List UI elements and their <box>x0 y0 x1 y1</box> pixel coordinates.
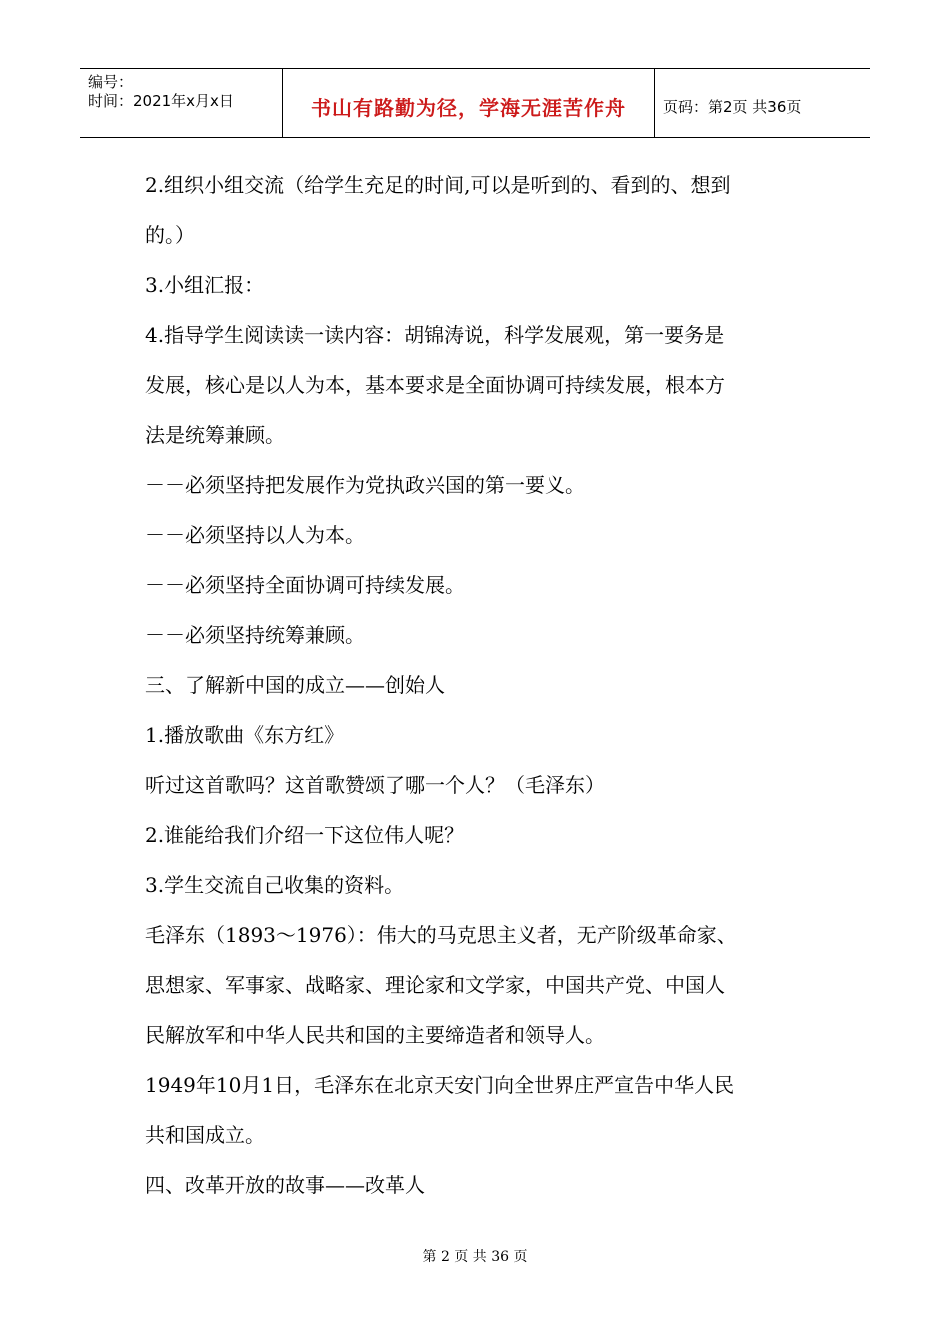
text-line: 1.播放歌曲《东方红》 <box>145 723 345 747</box>
text-line: 的。） <box>145 223 195 247</box>
text-line: 4.指导学生阅读读一读内容：胡锦涛说，科学发展观，第一要务是 <box>145 323 725 347</box>
text-line: 法是统筹兼顾。 <box>145 423 285 447</box>
text-line: 民解放军和中华人民共和国的主要缔造者和领导人。 <box>145 1023 605 1047</box>
text-line: 1949年10月1日，毛泽东在北京天安门向全世界庄严宣告中华人民 <box>145 1073 735 1097</box>
text-line: －－必须坚持把发展作为党执政兴国的第一要义。 <box>145 473 585 497</box>
text-line: －－必须坚持全面协调可持续发展。 <box>145 573 465 597</box>
page-header <box>80 68 870 138</box>
text-line: 2.组织小组交流（给学生充足的时间,可以是听到的、看到的、想到 <box>145 173 731 197</box>
page-footer: 第 2 页 共 36 页 <box>422 1249 528 1265</box>
text-line: 共和国成立。 <box>145 1123 265 1147</box>
text-line: 3.学生交流自己收集的资料。 <box>145 873 405 897</box>
text-line: －－必须坚持统筹兼顾。 <box>145 623 365 647</box>
text-line: 3.小组汇报： <box>145 273 265 297</box>
document-body <box>145 165 810 1215</box>
section-heading: 四、改革开放的故事——改革人 <box>145 1173 425 1197</box>
header-meta <box>80 69 283 137</box>
text-line: 听过这首歌吗？这首歌赞颂了哪一个人？（毛泽东） <box>145 773 605 797</box>
section-heading: 三、了解新中国的成立——创始人 <box>145 673 445 697</box>
text-line: 毛泽东（1893～1976）：伟大的马克思主义者，无产阶级革命家、 <box>145 923 737 947</box>
header-motto: 书山有路勤为径，学海无涯苦作舟 <box>283 69 655 137</box>
header-page-info: 页码：第2页 共36页 <box>663 97 802 116</box>
text-line: 发展，核心是以人为本，基本要求是全面协调可持续发展，根本方 <box>145 373 725 397</box>
text-line: 2.谁能给我们介绍一下这位伟人呢？ <box>145 823 465 847</box>
text-line: －－必须坚持以人为本。 <box>145 523 365 547</box>
document-date: 时间：2021年x月x日 <box>88 92 234 110</box>
document-number-label: 编号： <box>88 73 134 91</box>
text-line: 思想家、军事家、战略家、理论家和文学家，中国共产党、中国人 <box>145 973 725 997</box>
